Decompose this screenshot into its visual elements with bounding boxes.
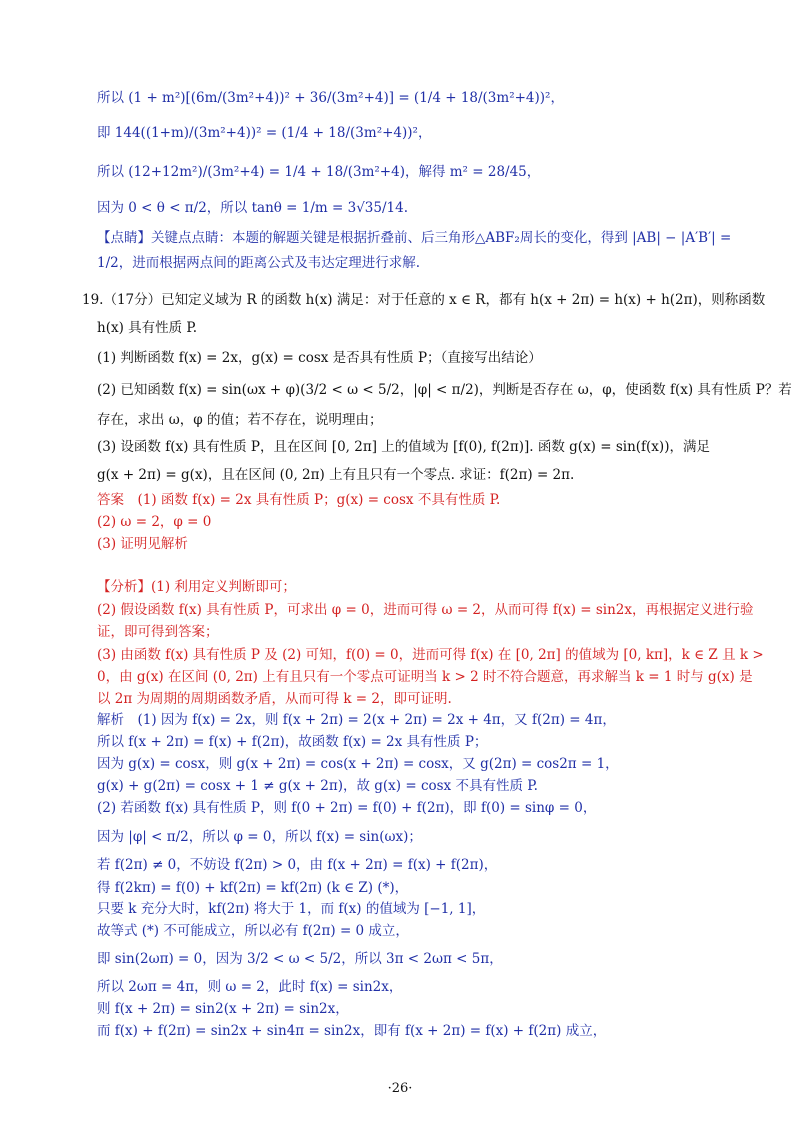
solution-line: 解析 (1) 因为 f(x) = 2x，则 f(x + 2π) = 2(x + 2π) = 2x + 4π，又 f(2π) = 4π，	[97, 712, 616, 728]
question-line: h(x) 具有性质 P.	[97, 320, 198, 336]
question-line: 存在，求出 ω，φ 的值；若不存在，说明理由；	[97, 412, 383, 428]
solution-line: 故等式 (*) 不可能成立，所以必有 f(2π) = 0 成立，	[97, 923, 409, 939]
answer-line: (2) ω = 2，φ = 0	[97, 514, 212, 530]
note-line: 1/2，进而根据两点间的距离公式及韦达定理进行求解.	[97, 255, 421, 271]
analysis-line: 证，即可得到答案；	[97, 624, 219, 640]
question-line: g(x + 2π) = g(x)，且在区间 (0, 2π) 上有且只有一个零点. 求证：f(2π) = 2π.	[97, 467, 575, 483]
answer-line: (3) 证明见解析	[97, 536, 188, 552]
note-line: 【点睛】关键点点睛：本题的解题关键是根据折叠前、后三角形△ABF₂周长的变化，得到 |AB| − |A′B′| =	[97, 230, 732, 246]
solution-line: 因为 |φ| < π/2，所以 φ = 0，所以 f(x) = sin(ωx)；	[97, 829, 422, 845]
analysis-line: (3) 由函数 f(x) 具有性质 P 及 (2) 可知，f(0) = 0，进而可得 f(x) 在 [0, 2π] 的值域为 [0, kπ]，k ∈ Z 且 k >	[97, 647, 764, 663]
solution-line: 若 f(2π) ≠ 0，不妨设 f(2π) > 0，由 f(x + 2π) = f(x) + f(2π)，	[97, 857, 498, 873]
solution-line: 所以 2ωπ = 4π，则 ω = 2，此时 f(x) = sin2x，	[97, 979, 403, 995]
analysis-line: 以 2π 为周期的周期函数矛盾，从而可得 k = 2，即可证明.	[97, 691, 452, 707]
text-line: 所以 (12+12m²)/(3m²+4) = 1/4 + 18/(3m²+4)，解得 m² = 28/45，	[97, 164, 541, 180]
solution-line: (2) 若函数 f(x) 具有性质 P，则 f(0 + 2π) = f(0) + f(2π)，即 f(0) = sinφ = 0，	[97, 800, 597, 816]
solution-line: 因为 g(x) = cosx，则 g(x + 2π) = cos(x + 2π) = cosx，又 g(2π) = cos2π = 1，	[97, 756, 619, 772]
question-line: (2) 已知函数 f(x) = sin(ωx + φ)(3/2 < ω < 5/2，|φ| < π/2)，判断是否存在 ω，φ，使函数 f(x) 具有性质 P？若	[97, 382, 792, 398]
question-line: 19.（17分）已知定义域为 R 的函数 h(x) 满足：对于任意的 x ∈ R，都有 h(x + 2π) = h(x) + h(2π)，则称函数	[82, 292, 766, 308]
question-line: (1) 判断函数 f(x) = 2x，g(x) = cosx 是否具有性质 P；（直接写出结论）	[97, 350, 542, 366]
solution-line: 则 f(x + 2π) = sin2(x + 2π) = sin2x，	[97, 1001, 349, 1017]
text-line: 因为 0 < θ < π/2，所以 tanθ = 1/m = 3√35/14.	[97, 200, 409, 216]
solution-line: 即 sin(2ωπ) = 0，因为 3/2 < ω < 5/2，所以 3π < 2ωπ < 5π，	[97, 951, 503, 967]
solution-line: 所以 f(x + 2π) = f(x) + f(2π)，故函数 f(x) = 2x 具有性质 P；	[97, 734, 488, 750]
analysis-line: 0，由 g(x) 在区间 (0, 2π) 上有且只有一个零点可证明当 k > 2 时不符合题意，再求解当 k = 1 时与 g(x) 是	[97, 669, 753, 685]
answer-line: 答案 (1) 函数 f(x) = 2x 具有性质 P；g(x) = cosx 不具有性质 P.	[97, 492, 501, 508]
page-number: ·26·	[387, 1081, 413, 1096]
solution-line: 得 f(2kπ) = f(0) + kf(2π) = kf(2π) (k ∈ Z) (*)，	[97, 880, 409, 896]
text-line: 所以 (1 + m²)[(6m/(3m²+4))² + 36/(3m²+4)] = (1/4 + 18/(3m²+4))²，	[97, 90, 564, 106]
question-line: (3) 设函数 f(x) 具有性质 P，且在区间 [0, 2π] 上的值域为 [f(0), f(2π)]. 函数 g(x) = sin(f(x))，满足	[97, 439, 710, 455]
solution-line: 而 f(x) + f(2π) = sin2x + sin4π = sin2x，即有 f(x + 2π) = f(x) + f(2π) 成立，	[97, 1023, 607, 1039]
analysis-line: 【分析】(1) 利用定义判断即可；	[97, 579, 296, 595]
solution-line: 只要 k 充分大时，kf(2π) 将大于 1，而 f(x) 的值域为 [−1, 1]，	[97, 901, 486, 917]
text-line: 即 144((1+m)/(3m²+4))² = (1/4 + 18/(3m²+4))²，	[97, 125, 432, 141]
solution-line: g(x) + g(2π) = cosx + 1 ≠ g(x + 2π)，故 g(x) = cosx 不具有性质 P.	[97, 778, 538, 794]
analysis-line: (2) 假设函数 f(x) 具有性质 P，可求出 φ = 0，进而可得 ω = 2，从而可得 f(x) = sin2x，再根据定义进行验	[97, 602, 754, 618]
